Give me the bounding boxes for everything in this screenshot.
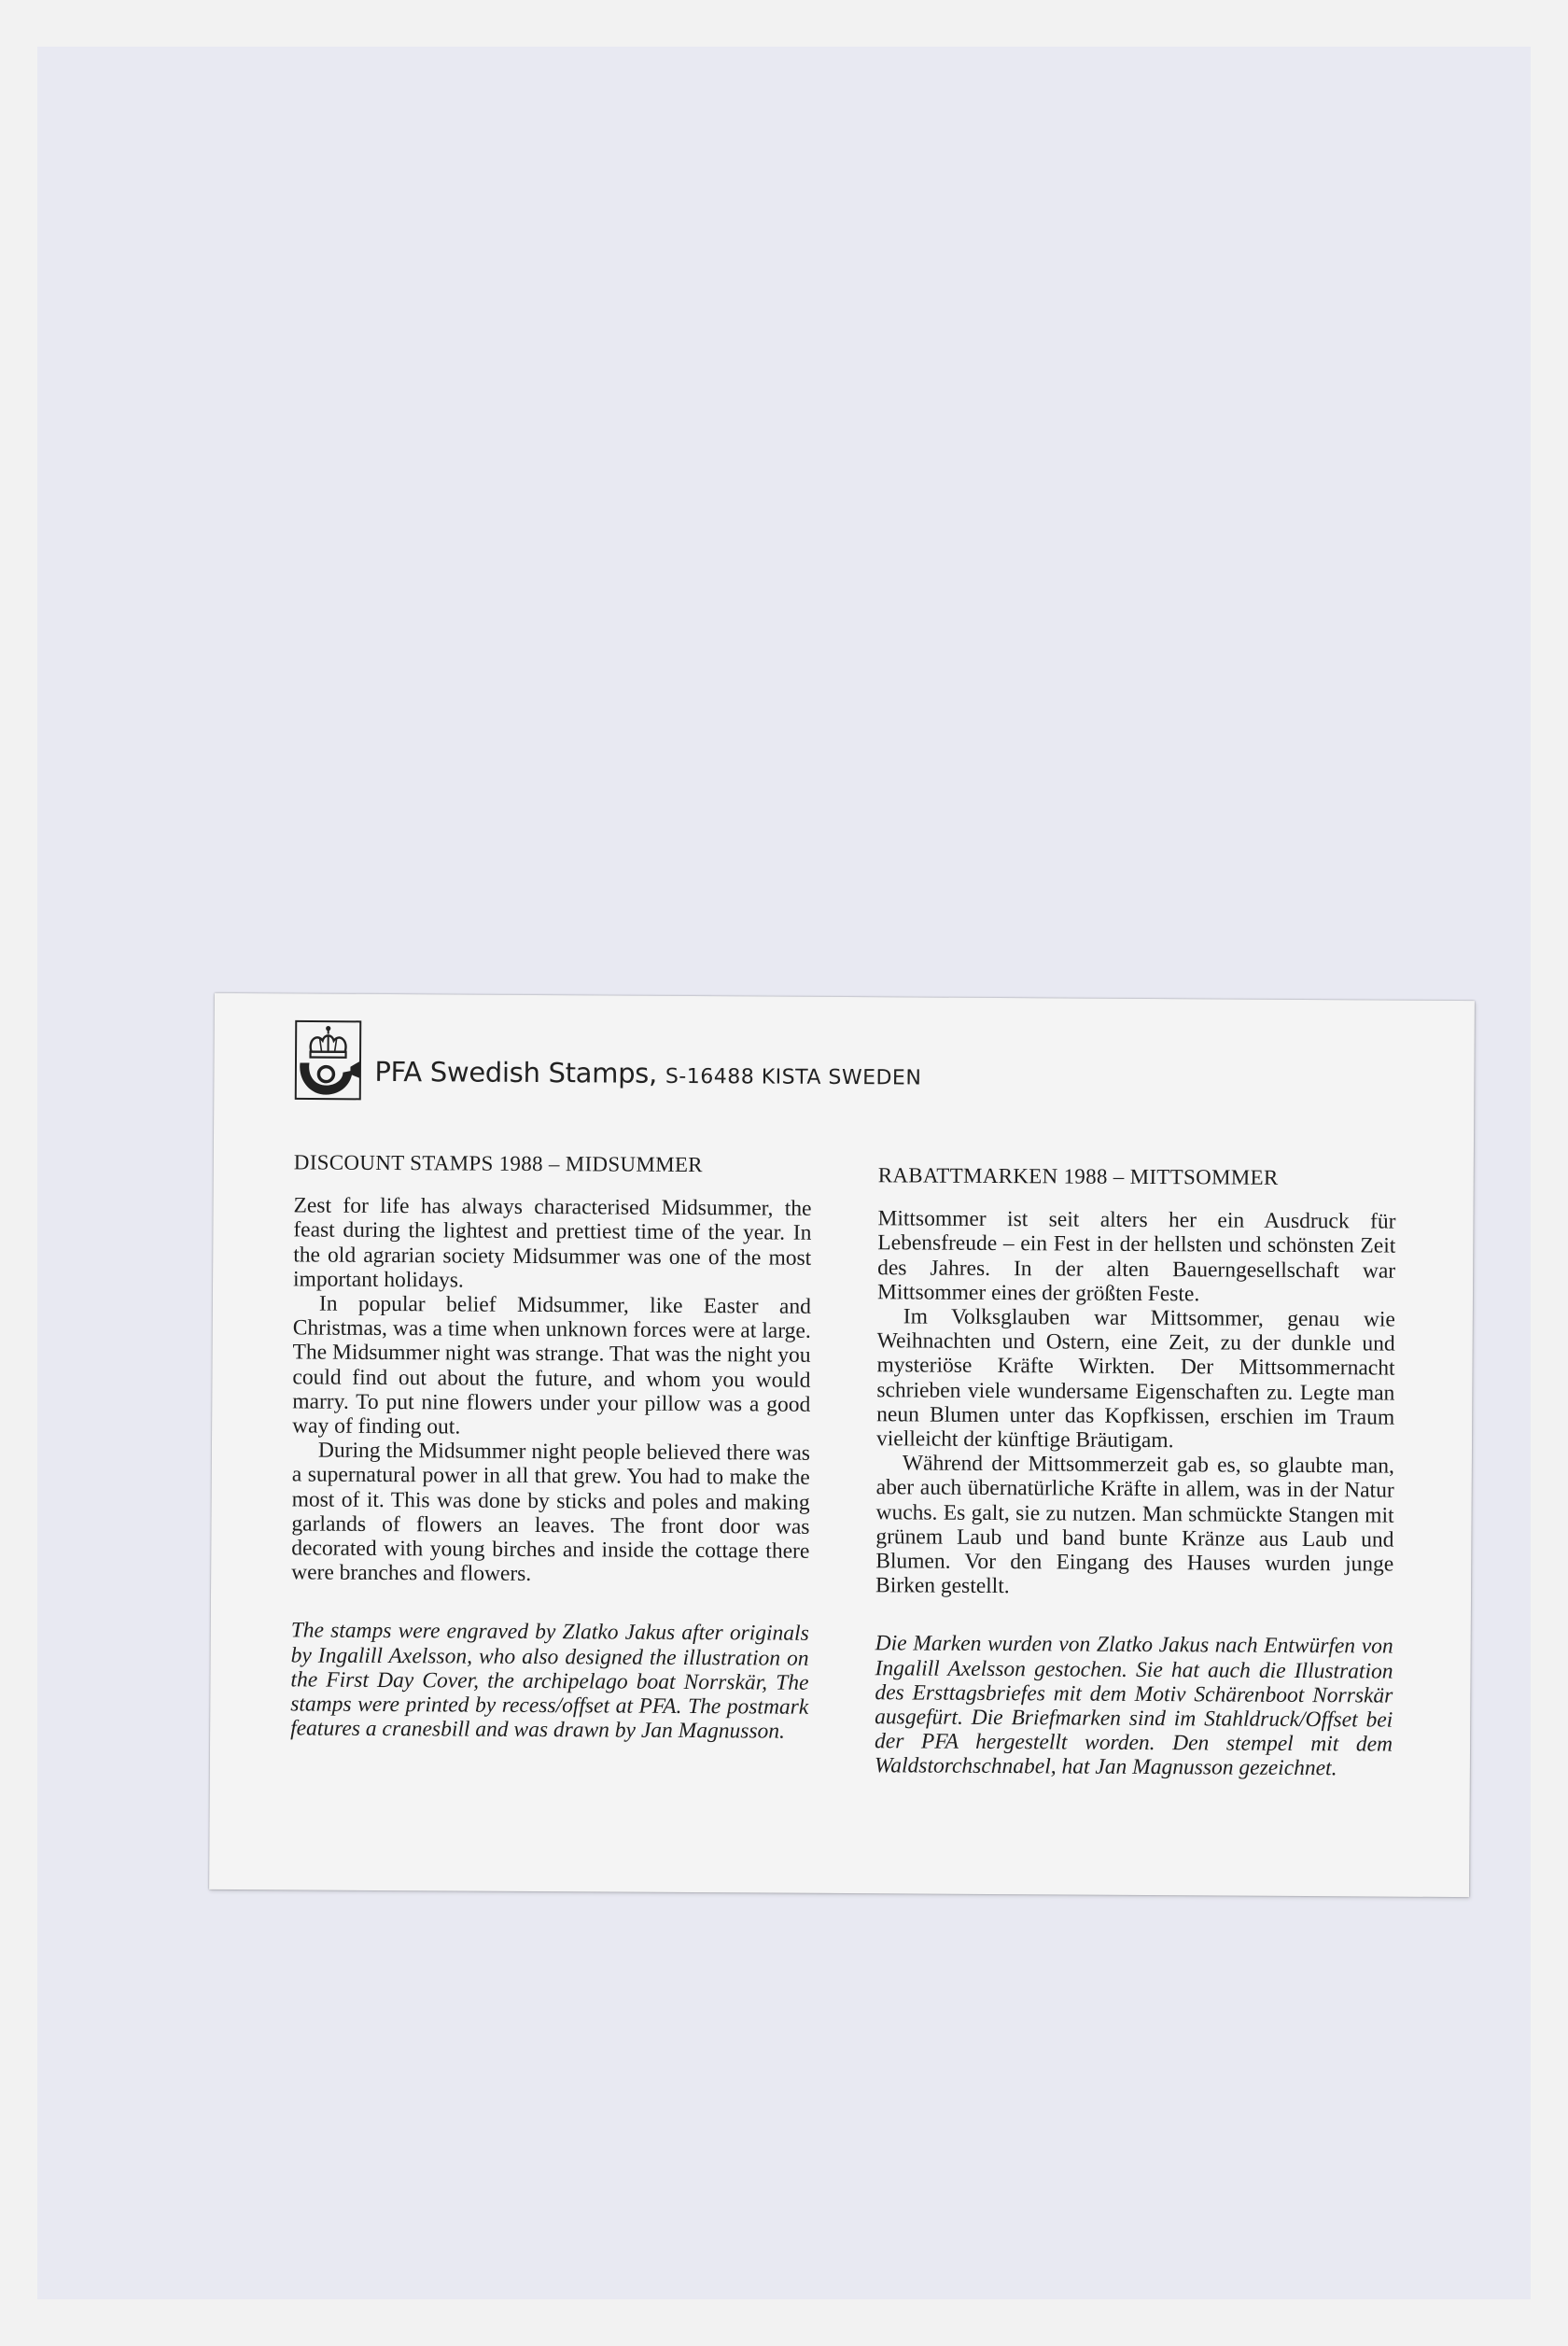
brand-header	[374, 1056, 921, 1091]
english-paragraph-2: In popular belief Midsummer, like Easter and Christmas, was a time when unknown forces were at large. The Midsummer night was strange. That was the night you could find out about the future, and whom you would marry. To put nine flowers under your pillow was a good way of finding out.	[292, 1291, 811, 1440]
scan-frame-right	[1531, 0, 1568, 2346]
scan-frame-bottom	[0, 2299, 1568, 2346]
english-column	[290, 1150, 812, 1744]
english-heading: DISCOUNT STAMPS 1988 – MIDSUMMER	[293, 1150, 703, 1177]
german-credits: Die Marken wurden von Zlatko Jakus nach Entwürfen von Ingalill Axelsson gestochen. Sie hat auch die Illustration des Ersttagsbriefes mit dem Motiv Schärenboot Norrskär ausgefürt. Die Briefmarken sind im Stahldruck/Offset bei der PFA hergestellt worden. Den stempel mit dem Waldstorchschnabel, hat Jan Magnusson gezeichnet.	[874, 1631, 1393, 1781]
scan-frame-top	[0, 0, 1568, 47]
english-paragraph-3: During the Midsummer night people believed there was a supernatural power in all that grew. You had to make the most of it. This was done by sticks and poles and making garlands of flowers an leaves. The front door was decorated with young birches and inside the cottage there were branches and flowers.	[291, 1438, 811, 1587]
english-credits: The stamps were engraved by Zlatko Jakus after originals by Ingalill Axelsson, who also designed the illustration on the First Day Cover, the archipelago boat Norrskär, The stamps were printed by recess/offset at PFA. The postmark features a cranesbill and was drawn by Jan Magnusson.	[290, 1618, 809, 1744]
german-paragraph-3: Während der Mittsommerzeit gab es, so glaubte man, aber auch übernatürliche Kräfte in allem, was in der Natur wuchs. Es galt, sie zu nutzen. Man schmückte Stangen mit grünem Laub und band bunte Kränze aus Laub und Blumen. Vor den Eingang des Hauses wurden junge Birken gestellt.	[875, 1451, 1394, 1599]
german-paragraph-1: Mittsommer ist seit alters her ein Ausdruck für Lebensfreude – ein Fest in der hellsten und schönsten Zeit des Jahres. In der alten Bauerngesellschaft war Mittsommer eines der größten Feste.	[876, 1206, 1396, 1307]
brand-name: PFA Swedish Stamps,	[374, 1055, 658, 1089]
album-page	[37, 47, 1531, 2299]
german-heading: RABATTMARKEN 1988 – MITTSOMMER	[877, 1163, 1279, 1189]
german-column	[875, 1163, 1396, 1781]
english-paragraph-1: Zest for life has always characterised Midsummer, the feast during the lightest and prettiest time of the year. In the old agrarian society Midsummer was one of the most important holidays.	[292, 1193, 812, 1293]
scan-frame-left	[0, 0, 37, 2346]
german-paragraph-2: Im Volksglauben war Mittsommer, genau wie Weihnachten und Ostern, eine Zeit, zu der dunkle und mysteriöse Kräfte Wirkten. Der Mittsommernacht schrieben viele wundersame Eigenschaften zu. Legte man neun Blumen unter das Kopfkissen, erschien im Traum vielleicht der künftige Bräutigam.	[875, 1304, 1395, 1454]
swedish-post-crown-horn-icon	[294, 1019, 362, 1100]
stamp-info-card	[209, 993, 1475, 1897]
brand-address: S-16488 KISTA SWEDEN	[665, 1064, 922, 1090]
